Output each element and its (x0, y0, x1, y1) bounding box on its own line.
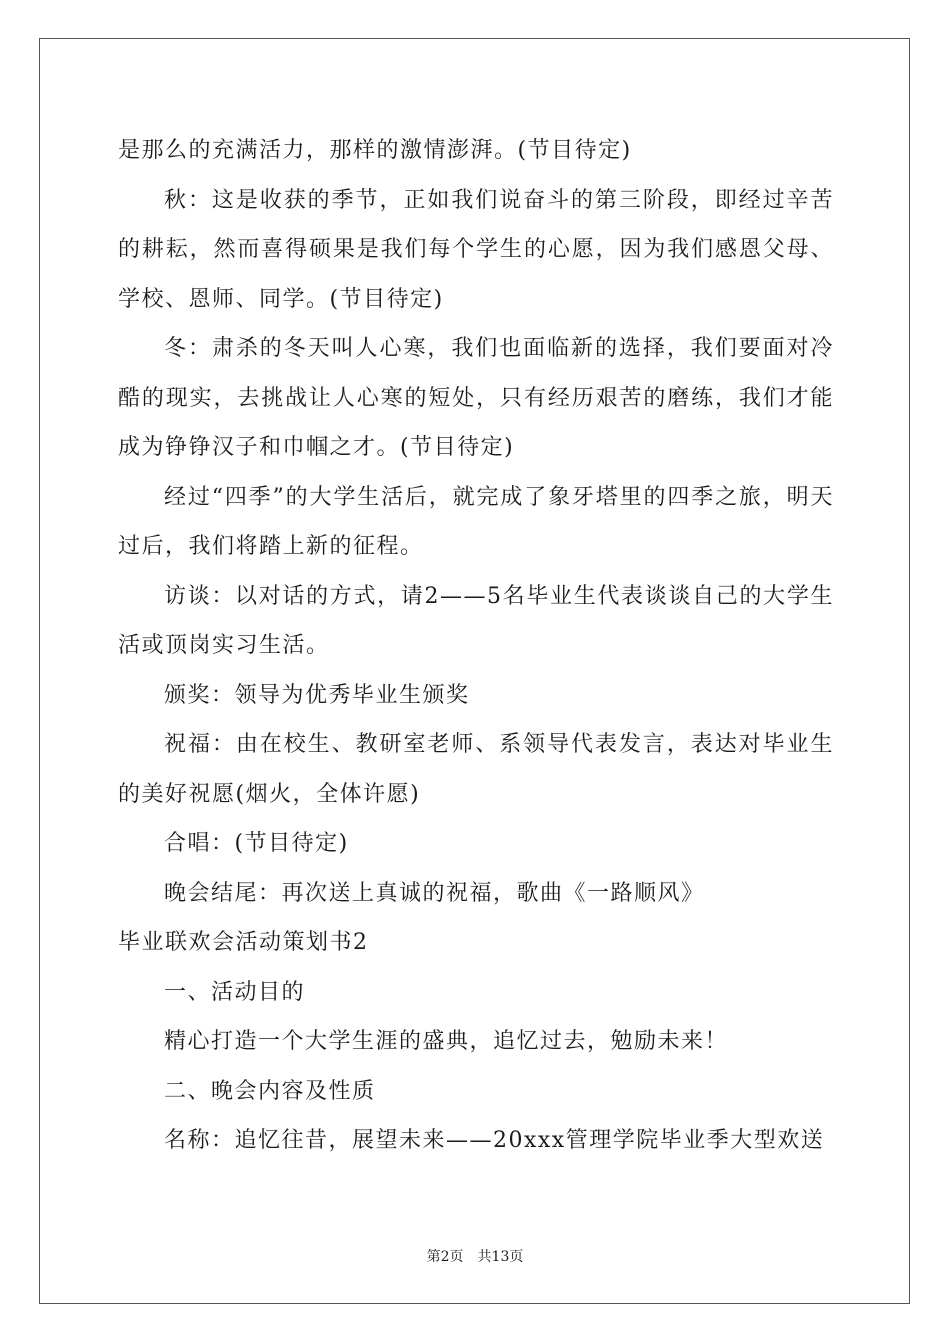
paragraph: 合唱：(节目待定) (164, 831, 349, 856)
paragraph: 是那么的充满活力，那样的激情澎湃。(节目待定) (118, 138, 632, 163)
paragraph: 秋：这是收获的季节，正如我们说奋斗的第三阶段，即经过辛苦的耕耘，然而喜得硕果是我们每个学生的心愿，因为我们感恩父母、学校、恩师、同学。(节目待定) (118, 187, 834, 312)
document-body (118, 126, 834, 1166)
paragraph: 颁奖：领导为优秀毕业生颁奖 (164, 682, 470, 708)
paragraph: 名称：追忆往昔，展望未来——20xxx管理学院毕业季大型欢送 (164, 1128, 825, 1153)
paragraph: 冬：肃杀的冬天叫人心寒，我们也面临新的选择，我们要面对冷酷的现实，去挑战让人心寒的短处，只有经历艰苦的磨练，我们才能成为铮铮汉子和巾帼之才。(节目待定) (118, 336, 834, 460)
paragraph: 访谈：以对话的方式，请2——5名毕业生代表谈谈自己的大学生活或顶岗实习生活。 (118, 583, 834, 658)
page-footer (0, 1246, 950, 1266)
page-total: 共13页 (477, 1249, 524, 1265)
page-number: 第2页 (426, 1249, 464, 1265)
paragraph: 祝福：由在校生、教研室老师、系领导代表发言，表达对毕业生的美好祝愿(烟火，全体许愿) (118, 732, 834, 807)
paragraph: 经过“四季”的大学生活后，就完成了象牙塔里的四季之旅，明天过后，我们将踏上新的征程。 (118, 484, 834, 559)
section-heading: 二、晚会内容及性质 (164, 1078, 376, 1104)
section-title: 毕业联欢会活动策划书2 (118, 930, 369, 955)
section-heading: 一、活动目的 (164, 979, 306, 1005)
paragraph: 晚会结尾：再次送上真诚的祝福，歌曲《一路顺风》 (164, 880, 705, 906)
paragraph: 精心打造一个大学生涯的盛典，追忆过去，勉励未来！ (164, 1029, 729, 1054)
